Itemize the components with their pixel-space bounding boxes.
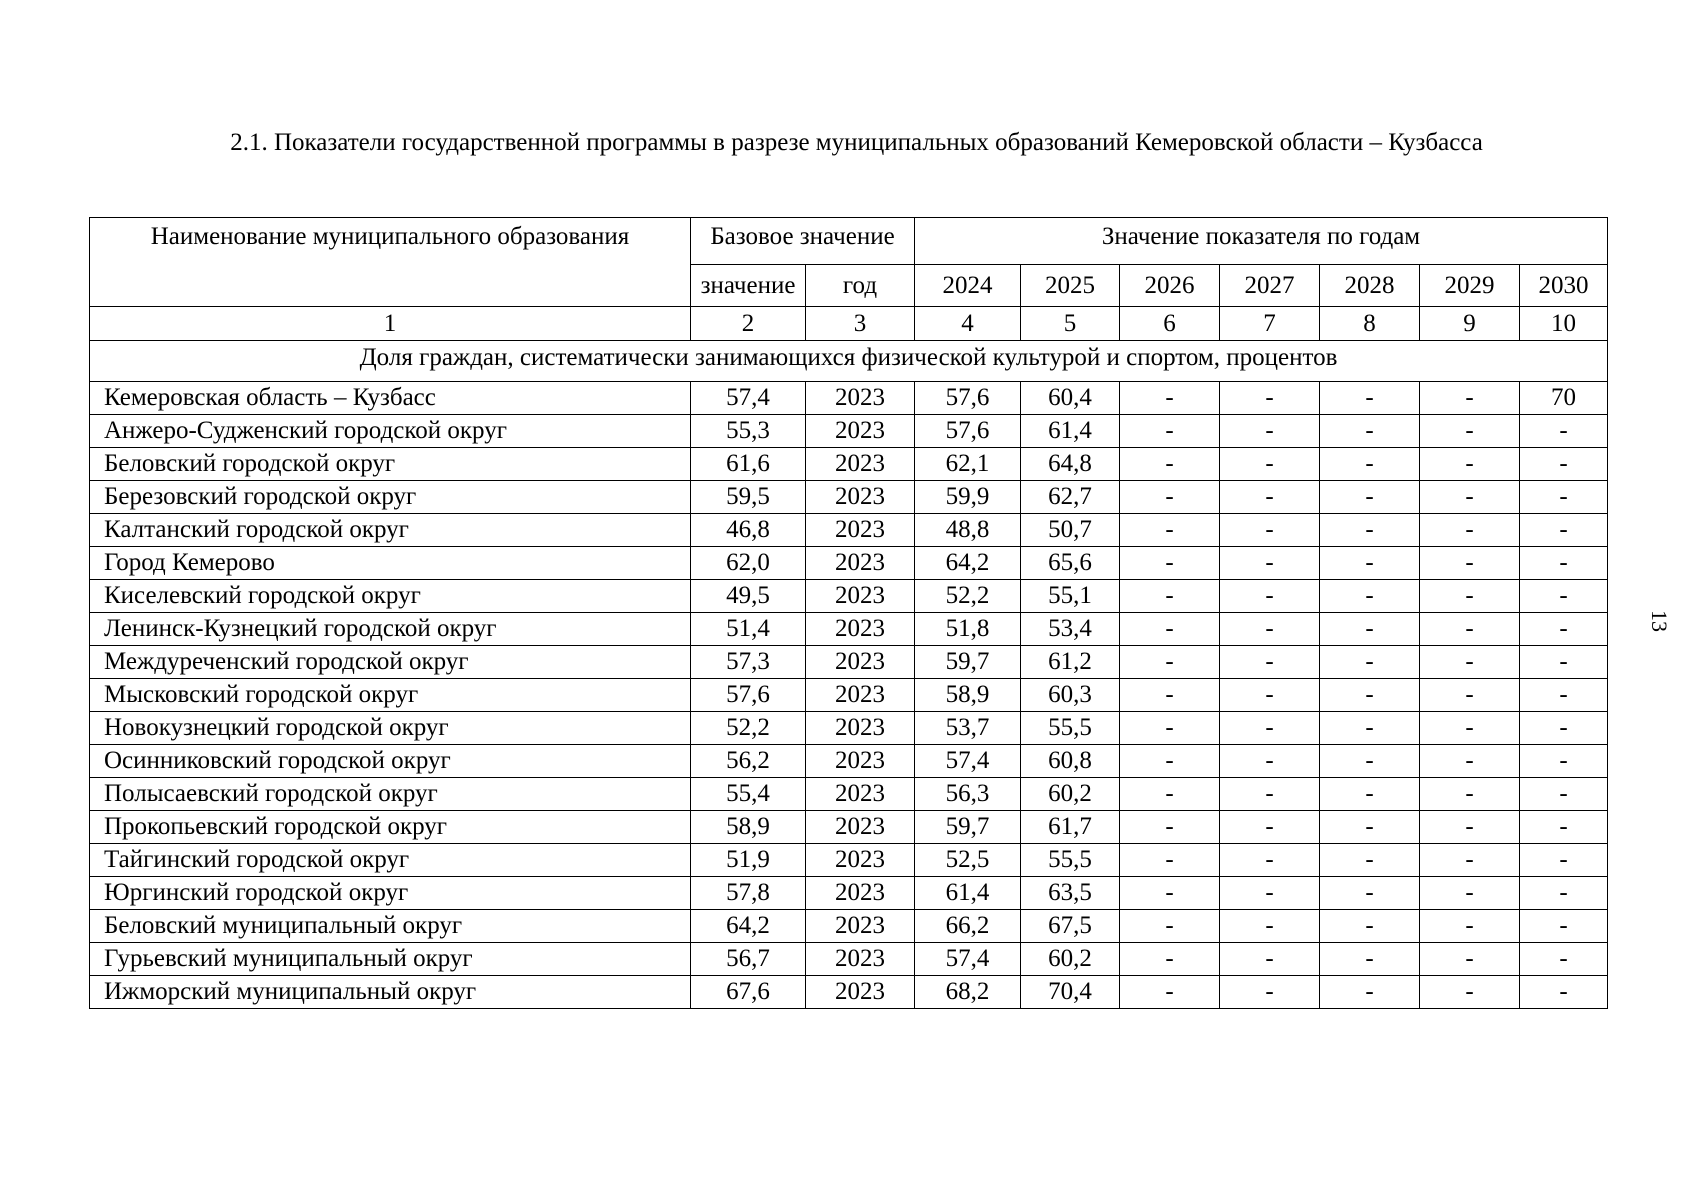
year-value-cell: - xyxy=(1420,745,1520,778)
municipality-name: Беловский городской округ xyxy=(90,448,691,481)
base-year-cell: 2023 xyxy=(806,613,915,646)
year-value-cell: - xyxy=(1120,679,1220,712)
table-row xyxy=(90,481,1608,514)
header-base-year: год xyxy=(806,265,915,307)
year-value-cell: 50,7 xyxy=(1021,514,1120,547)
base-value-cell: 62,0 xyxy=(691,547,806,580)
year-value-cell: - xyxy=(1420,415,1520,448)
year-value-cell: - xyxy=(1220,547,1320,580)
year-value-cell: - xyxy=(1520,745,1608,778)
year-value-cell: - xyxy=(1520,580,1608,613)
year-value-cell: 68,2 xyxy=(915,976,1021,1009)
base-value-cell: 49,5 xyxy=(691,580,806,613)
municipality-name: Мысковский городской округ xyxy=(90,679,691,712)
base-value-cell: 51,9 xyxy=(691,844,806,877)
year-value-cell: - xyxy=(1520,877,1608,910)
base-value-cell: 67,6 xyxy=(691,976,806,1009)
year-value-cell: - xyxy=(1220,679,1320,712)
base-year-cell: 2023 xyxy=(806,910,915,943)
year-value-cell: - xyxy=(1520,481,1608,514)
year-value-cell: - xyxy=(1320,448,1420,481)
year-value-cell: - xyxy=(1520,514,1608,547)
header-year: 2027 xyxy=(1220,265,1320,307)
year-value-cell: - xyxy=(1420,943,1520,976)
year-value-cell: - xyxy=(1220,514,1320,547)
year-value-cell: - xyxy=(1220,712,1320,745)
base-value-cell: 46,8 xyxy=(691,514,806,547)
year-value-cell: - xyxy=(1420,613,1520,646)
header-row-groups xyxy=(90,218,1608,265)
section-title: Доля граждан, систематически занимающихся физической культурой и спортом, процентов xyxy=(90,341,1608,382)
base-year-cell: 2023 xyxy=(806,415,915,448)
year-value-cell: 62,1 xyxy=(915,448,1021,481)
table-row xyxy=(90,943,1608,976)
year-value-cell: 59,9 xyxy=(915,481,1021,514)
column-number-row xyxy=(90,307,1608,341)
year-value-cell: - xyxy=(1420,646,1520,679)
year-value-cell: - xyxy=(1220,613,1320,646)
table-row xyxy=(90,778,1608,811)
municipality-name: Город Кемерово xyxy=(90,547,691,580)
base-year-cell: 2023 xyxy=(806,778,915,811)
year-value-cell: - xyxy=(1520,943,1608,976)
year-value-cell: - xyxy=(1420,910,1520,943)
year-value-cell: - xyxy=(1320,415,1420,448)
municipality-name: Березовский городской округ xyxy=(90,481,691,514)
year-value-cell: - xyxy=(1320,481,1420,514)
table-row xyxy=(90,844,1608,877)
column-number: 7 xyxy=(1220,307,1320,341)
year-value-cell: - xyxy=(1220,646,1320,679)
year-value-cell: - xyxy=(1120,415,1220,448)
table-row xyxy=(90,877,1608,910)
year-value-cell: - xyxy=(1320,679,1420,712)
year-value-cell: - xyxy=(1120,382,1220,415)
year-value-cell: - xyxy=(1520,712,1608,745)
year-value-cell: 61,7 xyxy=(1021,811,1120,844)
year-value-cell: - xyxy=(1220,778,1320,811)
page-title: 2.1. Показатели государственной программы в разрезе муниципальных образований Кемеровской области – Кузбасса xyxy=(230,129,1483,156)
base-year-cell: 2023 xyxy=(806,481,915,514)
year-value-cell: 70,4 xyxy=(1021,976,1120,1009)
year-value-cell: 52,2 xyxy=(915,580,1021,613)
year-value-cell: - xyxy=(1220,943,1320,976)
year-value-cell: - xyxy=(1320,547,1420,580)
year-value-cell: - xyxy=(1220,481,1320,514)
year-value-cell: - xyxy=(1420,448,1520,481)
base-value-cell: 57,3 xyxy=(691,646,806,679)
base-year-cell: 2023 xyxy=(806,448,915,481)
header-year: 2028 xyxy=(1320,265,1420,307)
table-row xyxy=(90,382,1608,415)
base-value-cell: 55,4 xyxy=(691,778,806,811)
year-value-cell: - xyxy=(1220,415,1320,448)
municipality-name: Тайгинский городской округ xyxy=(90,844,691,877)
municipality-name: Кемеровская область – Кузбасс xyxy=(90,382,691,415)
header-year: 2030 xyxy=(1520,265,1608,307)
year-value-cell: - xyxy=(1220,580,1320,613)
year-value-cell: 63,5 xyxy=(1021,877,1120,910)
base-year-cell: 2023 xyxy=(806,547,915,580)
year-value-cell: - xyxy=(1520,415,1608,448)
base-year-cell: 2023 xyxy=(806,877,915,910)
base-value-cell: 57,8 xyxy=(691,877,806,910)
base-year-cell: 2023 xyxy=(806,811,915,844)
column-number: 4 xyxy=(915,307,1021,341)
year-value-cell: 60,4 xyxy=(1021,382,1120,415)
year-value-cell: 64,8 xyxy=(1021,448,1120,481)
base-year-cell: 2023 xyxy=(806,514,915,547)
year-value-cell: - xyxy=(1520,844,1608,877)
year-value-cell: 62,7 xyxy=(1021,481,1120,514)
table-row xyxy=(90,976,1608,1009)
municipality-name: Анжеро-Судженский городской округ xyxy=(90,415,691,448)
year-value-cell: - xyxy=(1320,745,1420,778)
year-value-cell: - xyxy=(1320,712,1420,745)
year-value-cell: - xyxy=(1420,547,1520,580)
indicators-table xyxy=(89,217,1608,1009)
column-number: 6 xyxy=(1120,307,1220,341)
year-value-cell: - xyxy=(1120,646,1220,679)
base-value-cell: 57,6 xyxy=(691,679,806,712)
municipality-name: Калтанский городской округ xyxy=(90,514,691,547)
year-value-cell: 61,2 xyxy=(1021,646,1120,679)
header-year: 2024 xyxy=(915,265,1021,307)
header-years-group: Значение показателя по годам xyxy=(915,218,1608,265)
year-value-cell: 61,4 xyxy=(1021,415,1120,448)
municipality-name: Осинниковский городской округ xyxy=(90,745,691,778)
year-value-cell: - xyxy=(1420,844,1520,877)
table-row xyxy=(90,712,1608,745)
table-row xyxy=(90,646,1608,679)
municipality-name: Ижморский муниципальный округ xyxy=(90,976,691,1009)
table-row xyxy=(90,547,1608,580)
year-value-cell: 51,8 xyxy=(915,613,1021,646)
year-value-cell: - xyxy=(1420,580,1520,613)
year-value-cell: - xyxy=(1120,844,1220,877)
municipality-name: Юргинский городской округ xyxy=(90,877,691,910)
column-number: 2 xyxy=(691,307,806,341)
table-row xyxy=(90,448,1608,481)
year-value-cell: 52,5 xyxy=(915,844,1021,877)
base-year-cell: 2023 xyxy=(806,943,915,976)
column-number: 5 xyxy=(1021,307,1120,341)
year-value-cell: - xyxy=(1320,514,1420,547)
table-row xyxy=(90,745,1608,778)
year-value-cell: - xyxy=(1220,448,1320,481)
year-value-cell: - xyxy=(1520,910,1608,943)
year-value-cell: 70 xyxy=(1520,382,1608,415)
municipality-name: Прокопьевский городской округ xyxy=(90,811,691,844)
table-row xyxy=(90,679,1608,712)
year-value-cell: - xyxy=(1120,613,1220,646)
base-value-cell: 56,2 xyxy=(691,745,806,778)
year-value-cell: - xyxy=(1120,481,1220,514)
year-value-cell: 55,5 xyxy=(1021,712,1120,745)
year-value-cell: 55,5 xyxy=(1021,844,1120,877)
year-value-cell: - xyxy=(1520,547,1608,580)
year-value-cell: 59,7 xyxy=(915,646,1021,679)
base-value-cell: 64,2 xyxy=(691,910,806,943)
table-row xyxy=(90,910,1608,943)
year-value-cell: - xyxy=(1520,646,1608,679)
year-value-cell: - xyxy=(1120,580,1220,613)
year-value-cell: - xyxy=(1120,547,1220,580)
year-value-cell: - xyxy=(1320,778,1420,811)
municipality-name: Ленинск-Кузнецкий городской округ xyxy=(90,613,691,646)
base-value-cell: 57,4 xyxy=(691,382,806,415)
year-value-cell: 57,6 xyxy=(915,382,1021,415)
year-value-cell: 57,4 xyxy=(915,943,1021,976)
year-value-cell: 57,6 xyxy=(915,415,1021,448)
year-value-cell: - xyxy=(1120,943,1220,976)
year-value-cell: - xyxy=(1220,382,1320,415)
year-value-cell: - xyxy=(1420,514,1520,547)
year-value-cell: - xyxy=(1320,910,1420,943)
table-row xyxy=(90,613,1608,646)
base-year-cell: 2023 xyxy=(806,745,915,778)
year-value-cell: - xyxy=(1220,811,1320,844)
header-year: 2026 xyxy=(1120,265,1220,307)
table-row xyxy=(90,811,1608,844)
year-value-cell: 57,4 xyxy=(915,745,1021,778)
year-value-cell: - xyxy=(1520,448,1608,481)
year-value-cell: - xyxy=(1320,943,1420,976)
year-value-cell: - xyxy=(1120,910,1220,943)
base-value-cell: 59,5 xyxy=(691,481,806,514)
year-value-cell: - xyxy=(1320,646,1420,679)
table-row xyxy=(90,514,1608,547)
year-value-cell: - xyxy=(1220,976,1320,1009)
year-value-cell: 60,2 xyxy=(1021,943,1120,976)
year-value-cell: 60,8 xyxy=(1021,745,1120,778)
base-value-cell: 52,2 xyxy=(691,712,806,745)
column-number: 9 xyxy=(1420,307,1520,341)
column-number: 10 xyxy=(1520,307,1608,341)
year-value-cell: 53,4 xyxy=(1021,613,1120,646)
municipality-name: Беловский муниципальный округ xyxy=(90,910,691,943)
year-value-cell: 60,3 xyxy=(1021,679,1120,712)
base-year-cell: 2023 xyxy=(806,679,915,712)
year-value-cell: 67,5 xyxy=(1021,910,1120,943)
year-value-cell: - xyxy=(1320,613,1420,646)
year-value-cell: - xyxy=(1120,877,1220,910)
year-value-cell: 53,7 xyxy=(915,712,1021,745)
header-base-value: значение xyxy=(691,265,806,307)
header-year: 2025 xyxy=(1021,265,1120,307)
column-number: 8 xyxy=(1320,307,1420,341)
table-row xyxy=(90,580,1608,613)
year-value-cell: - xyxy=(1520,613,1608,646)
municipality-name: Междуреченский городской округ xyxy=(90,646,691,679)
base-value-cell: 58,9 xyxy=(691,811,806,844)
year-value-cell: - xyxy=(1220,745,1320,778)
year-value-cell: - xyxy=(1520,679,1608,712)
base-year-cell: 2023 xyxy=(806,976,915,1009)
year-value-cell: 65,6 xyxy=(1021,547,1120,580)
year-value-cell: - xyxy=(1220,910,1320,943)
base-year-cell: 2023 xyxy=(806,646,915,679)
table-body xyxy=(90,218,1608,1009)
year-value-cell: - xyxy=(1220,877,1320,910)
year-value-cell: - xyxy=(1120,745,1220,778)
year-value-cell: 58,9 xyxy=(915,679,1021,712)
year-value-cell: - xyxy=(1120,448,1220,481)
year-value-cell: - xyxy=(1120,514,1220,547)
municipality-name: Новокузнецкий городской округ xyxy=(90,712,691,745)
year-value-cell: - xyxy=(1320,811,1420,844)
header-base-group: Базовое значение xyxy=(691,218,915,265)
base-value-cell: 51,4 xyxy=(691,613,806,646)
year-value-cell: - xyxy=(1520,976,1608,1009)
table-row xyxy=(90,415,1608,448)
column-number: 3 xyxy=(806,307,915,341)
year-value-cell: 59,7 xyxy=(915,811,1021,844)
year-value-cell: - xyxy=(1120,712,1220,745)
year-value-cell: 60,2 xyxy=(1021,778,1120,811)
base-value-cell: 61,6 xyxy=(691,448,806,481)
base-year-cell: 2023 xyxy=(806,580,915,613)
base-year-cell: 2023 xyxy=(806,382,915,415)
year-value-cell: - xyxy=(1320,580,1420,613)
section-row xyxy=(90,341,1608,382)
base-value-cell: 55,3 xyxy=(691,415,806,448)
year-value-cell: - xyxy=(1420,481,1520,514)
year-value-cell: - xyxy=(1120,778,1220,811)
municipality-name: Полысаевский городской округ xyxy=(90,778,691,811)
base-value-cell: 56,7 xyxy=(691,943,806,976)
base-year-cell: 2023 xyxy=(806,712,915,745)
year-value-cell: - xyxy=(1520,778,1608,811)
year-value-cell: 64,2 xyxy=(915,547,1021,580)
year-value-cell: - xyxy=(1420,811,1520,844)
year-value-cell: - xyxy=(1120,811,1220,844)
year-value-cell: - xyxy=(1420,382,1520,415)
year-value-cell: - xyxy=(1520,811,1608,844)
year-value-cell: - xyxy=(1420,877,1520,910)
header-name: Наименование муниципального образования xyxy=(90,218,691,307)
year-value-cell: 61,4 xyxy=(915,877,1021,910)
municipality-name: Гурьевский муниципальный округ xyxy=(90,943,691,976)
column-number: 1 xyxy=(90,307,691,341)
page-number: 13 xyxy=(1647,610,1672,632)
year-value-cell: 55,1 xyxy=(1021,580,1120,613)
year-value-cell: - xyxy=(1320,976,1420,1009)
year-value-cell: - xyxy=(1420,778,1520,811)
year-value-cell: - xyxy=(1320,877,1420,910)
year-value-cell: - xyxy=(1220,844,1320,877)
base-year-cell: 2023 xyxy=(806,844,915,877)
year-value-cell: - xyxy=(1320,382,1420,415)
year-value-cell: - xyxy=(1320,844,1420,877)
year-value-cell: - xyxy=(1420,679,1520,712)
year-value-cell: - xyxy=(1420,712,1520,745)
year-value-cell: - xyxy=(1120,976,1220,1009)
year-value-cell: 66,2 xyxy=(915,910,1021,943)
municipality-name: Киселевский городской округ xyxy=(90,580,691,613)
header-year: 2029 xyxy=(1420,265,1520,307)
year-value-cell: 48,8 xyxy=(915,514,1021,547)
year-value-cell: - xyxy=(1420,976,1520,1009)
year-value-cell: 56,3 xyxy=(915,778,1021,811)
